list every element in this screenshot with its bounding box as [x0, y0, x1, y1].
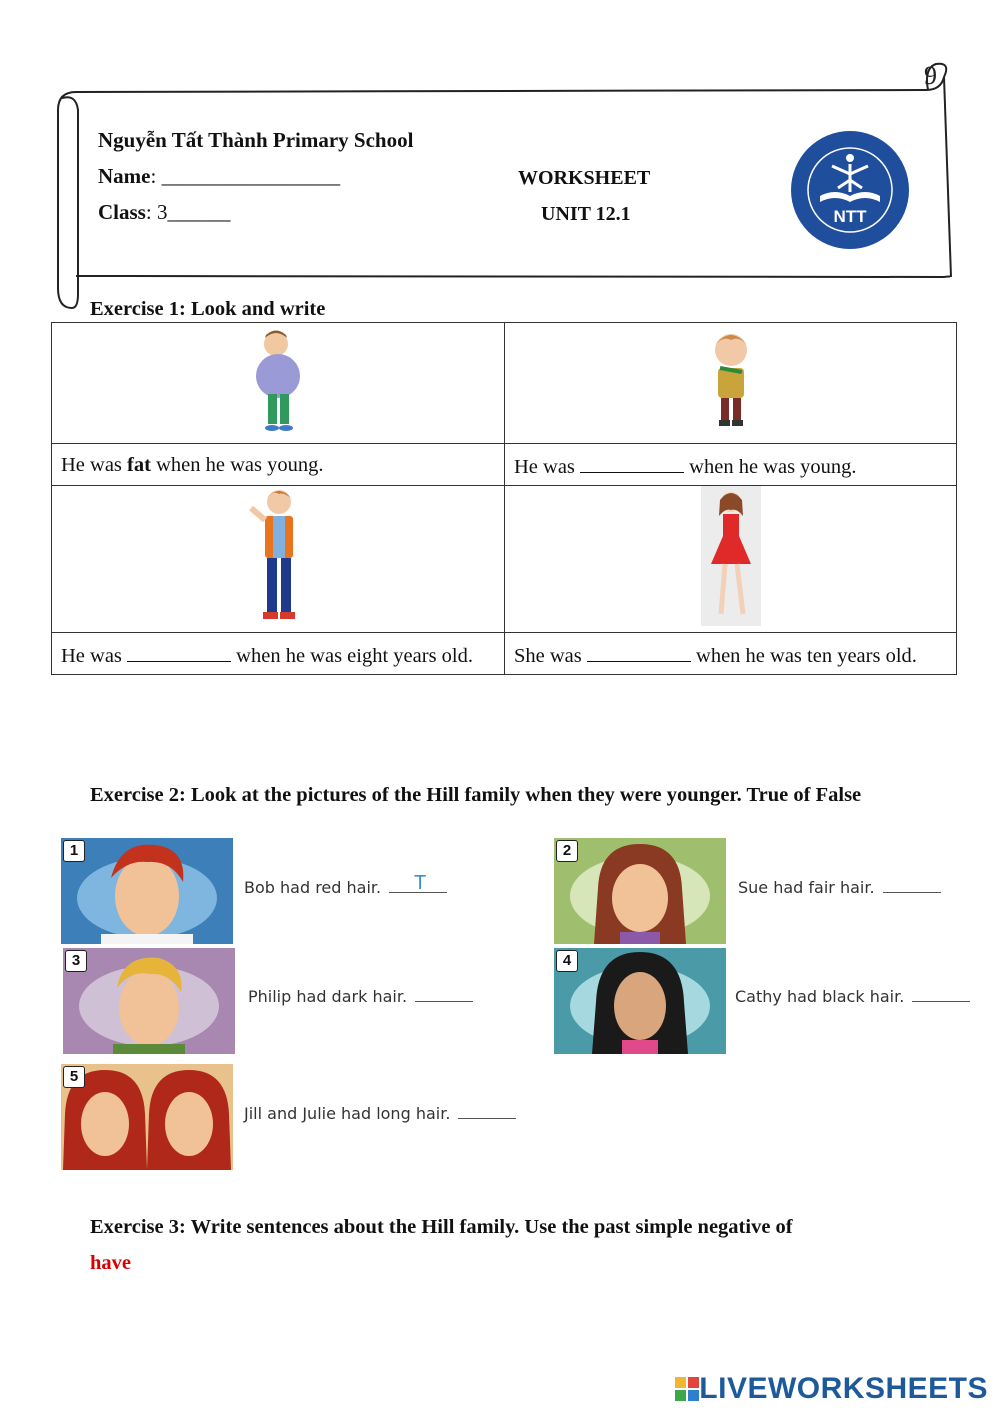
- liveworksheets-icon: [675, 1377, 699, 1401]
- liveworksheets-logo: [675, 1372, 988, 1406]
- answer-line[interactable]: [415, 987, 473, 1002]
- answer-blank[interactable]: [580, 454, 684, 473]
- name-label: Name: [98, 164, 151, 188]
- sentence-text: when he was young.: [150, 454, 324, 476]
- item-text: Sue had fair hair.: [738, 878, 875, 897]
- item-number-badge: 5: [63, 1066, 85, 1088]
- class-blank: : 3______: [145, 200, 231, 224]
- picture-bob: [61, 838, 233, 944]
- item-text: Bob had red hair.: [244, 878, 382, 897]
- picture-cell: [52, 323, 505, 444]
- thin-boy-image: [706, 328, 756, 433]
- sentence-text: when he was young.: [684, 456, 857, 478]
- picture-philip: [63, 948, 235, 1054]
- sentence-cell-2: [505, 444, 957, 486]
- sentence-cell-1: [52, 444, 505, 486]
- page-number: 9: [924, 62, 937, 90]
- class-field[interactable]: [98, 200, 230, 225]
- item-number-badge: 1: [63, 840, 85, 862]
- exercise-3-keyword: have: [90, 1252, 131, 1274]
- sentence-cell-3: [52, 633, 505, 675]
- brand-text: LIVEWORKSHEETS: [699, 1372, 988, 1405]
- exercise-2-title: Exercise 2: Look at the pictures of the Hill family when they were younger. True of False: [90, 784, 862, 806]
- picture-cell: [505, 323, 957, 444]
- sentence-text: when he was ten years old.: [690, 645, 917, 667]
- girl-image: [701, 486, 761, 626]
- sentence-text: He was: [514, 456, 581, 478]
- picture-cell: [52, 486, 505, 633]
- item-sentence: [244, 1104, 516, 1123]
- item-number-badge: 4: [556, 950, 578, 972]
- sentence-text: when he was eight years old.: [231, 645, 473, 667]
- exercise-1-title: Exercise 1: Look and write: [90, 298, 326, 320]
- sentence-text: He was: [61, 454, 128, 476]
- logo-text: NTT: [833, 207, 867, 226]
- item-answer[interactable]: T: [414, 872, 427, 894]
- item-text: Jill and Julie had long hair.: [244, 1104, 451, 1123]
- sentence-cell-4: [505, 633, 957, 675]
- fat-boy-image: [248, 328, 308, 433]
- exercise-1-table: [51, 322, 957, 675]
- answer-line[interactable]: [912, 987, 970, 1002]
- item-sentence: [735, 987, 970, 1006]
- school-name: Nguyễn Tất Thành Primary School: [98, 128, 414, 152]
- picture-cell: [505, 486, 957, 633]
- name-blank: : _________________: [150, 164, 341, 188]
- sentence-text: She was: [514, 645, 587, 667]
- exercise-3-title: Exercise 3: Write sentences about the Hill family. Use the past simple negative of: [90, 1216, 793, 1238]
- tall-boy-image: [243, 486, 313, 626]
- unit-title: UNIT 12.1: [541, 203, 631, 225]
- class-label: Class: [98, 200, 146, 224]
- item-number-badge: 2: [556, 840, 578, 862]
- worksheet-title: WORKSHEET: [518, 167, 651, 189]
- item-text: Cathy had black hair.: [735, 987, 905, 1006]
- item-number-badge: 3: [65, 950, 87, 972]
- name-field[interactable]: [98, 164, 340, 189]
- picture-sue: [554, 838, 726, 944]
- item-text: Philip had dark hair.: [248, 987, 408, 1006]
- answer-blank[interactable]: [127, 643, 231, 662]
- picture-jill-and-julie: [61, 1064, 233, 1170]
- picture-cathy: [554, 948, 726, 1054]
- school-logo: [790, 130, 910, 250]
- sentence-text: He was: [61, 645, 128, 667]
- answer-blank[interactable]: [587, 643, 691, 662]
- answer-line[interactable]: [458, 1104, 516, 1119]
- item-sentence: [248, 987, 473, 1006]
- example-answer: fat: [127, 454, 151, 476]
- answer-line[interactable]: [883, 878, 941, 893]
- item-sentence: [738, 878, 941, 897]
